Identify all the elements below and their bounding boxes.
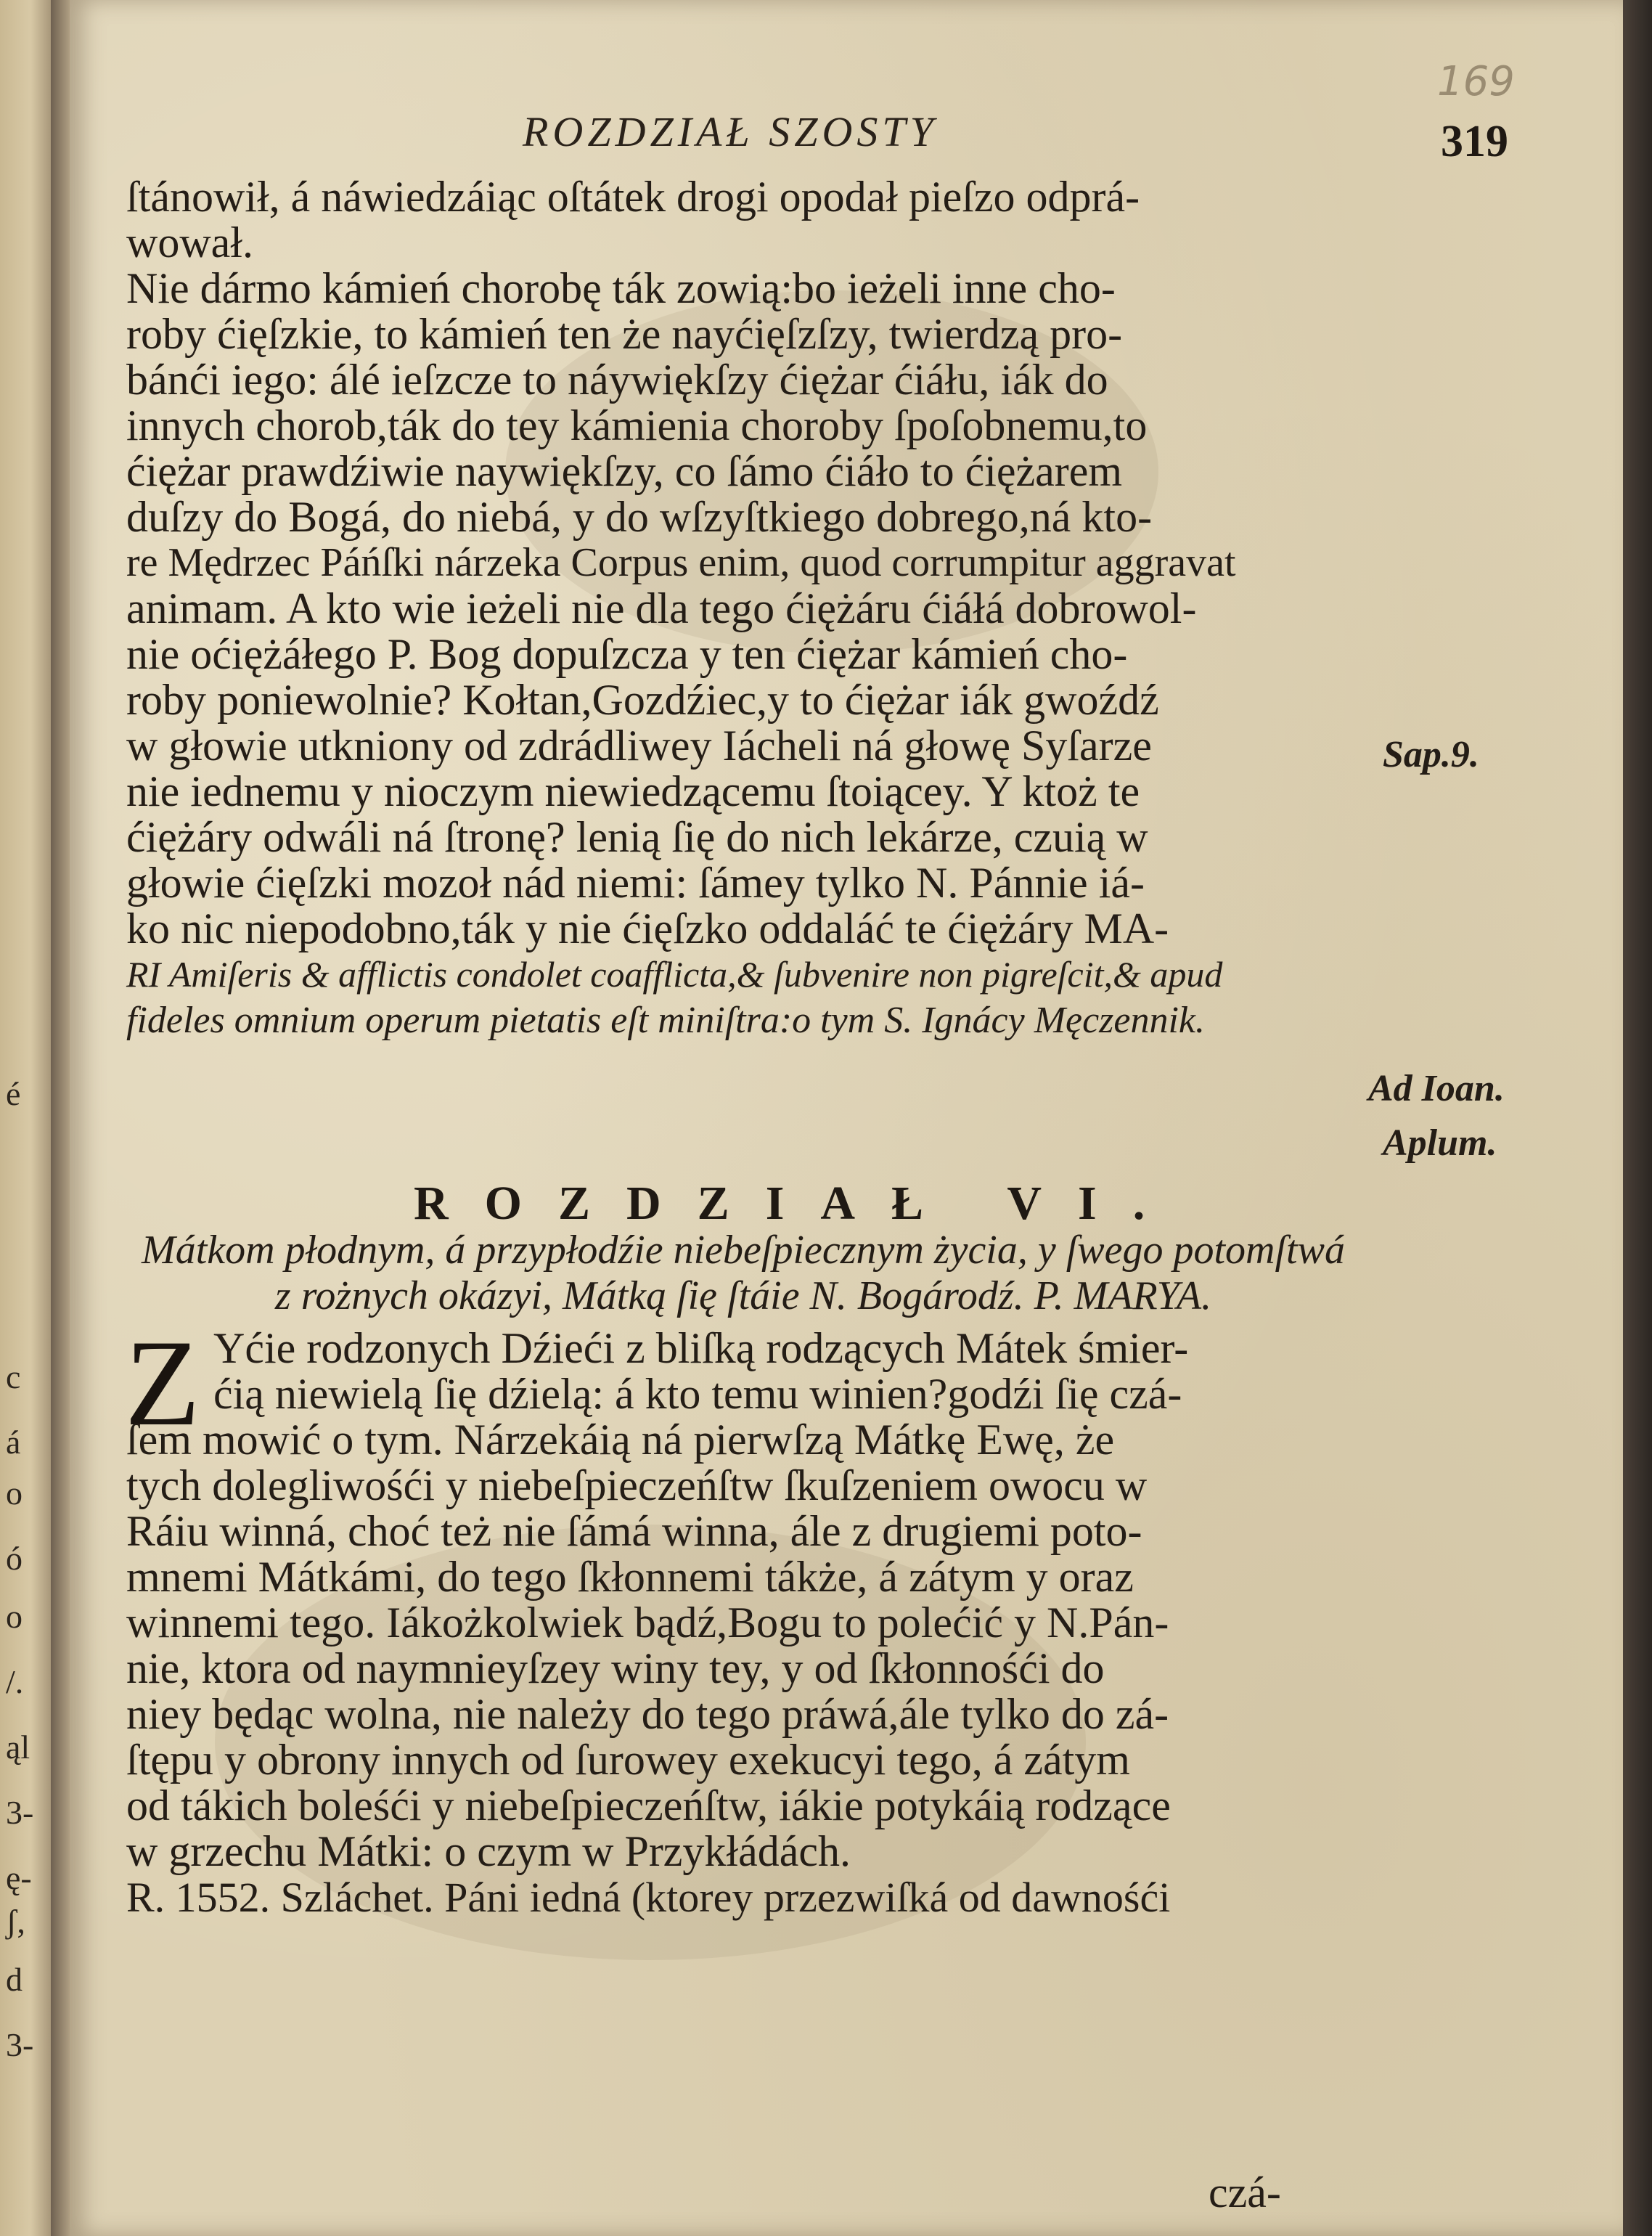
text-line-latin: fideles omnium operum pietatis eſt miniſtra:o tym S. Ignácy Męczennik.	[126, 1000, 1206, 1041]
text-line-latin: RI Amiſeris & afflictis condolet coafflicta,& ſubvenire non pigreſcit,& apud	[126, 954, 1223, 995]
scanner-background	[1623, 0, 1652, 2236]
facing-page-fragment: é	[6, 1075, 21, 1112]
text-line: ſem mowić o tym. Nárzekáią ná pierwſzą Mátkę Ewę, że	[126, 1416, 1115, 1464]
text-line: R. 1552. Szláchet. Páni iedná (ktorey przezwiſká od dawnośći	[126, 1874, 1171, 1921]
facing-page-edge	[0, 0, 51, 2236]
body-text-top	[126, 174, 1360, 1043]
catchword: czá-	[1209, 2168, 1281, 2216]
chapter-heading: ROZDZIAŁ VI.	[414, 1177, 1182, 1230]
text-line: nie, ktora od naymnieyſzey winy tey, y od ſkłonnośći do	[126, 1644, 1105, 1692]
text-line: Nie dármo kámień chorobę ták zowią:bo ieżeli inne cho-	[126, 264, 1116, 312]
facing-page-fragment: d	[6, 1961, 23, 1998]
drop-capital: Z	[125, 1315, 200, 1451]
facing-page-fragment: 3-	[6, 2026, 34, 2063]
facing-page-fragment: ʃ,	[6, 1903, 25, 1940]
body-text-chapter	[125, 1315, 1360, 1921]
margin-note-ad-ioan: Ad Ioan.	[1368, 1068, 1505, 1109]
facing-page-fragment: ąl	[6, 1729, 30, 1766]
text-line: ćiężáry odwáli ná ſtronę? lenią ſię do nich lekárze, czuią w	[126, 813, 1148, 861]
text-line: roby ćięſzkie, to kámień ten że nayćięſzſzy, twierdzą pro-	[126, 310, 1123, 358]
page-number: 319	[1441, 117, 1508, 166]
facing-page-fragment: ę-	[6, 1859, 32, 1896]
text-line: w grzechu Mátki: o czym w Przykłádách.	[126, 1827, 851, 1875]
facing-page-fragment: ó	[6, 1540, 23, 1577]
text-line: Yćie rodzonych Dźieći z bliſką rodzących Mátek śmier-	[213, 1324, 1189, 1372]
text-line: ſtánowił, á náwiedzáiąc oſtátek drogi opodał pieſzo odprá-	[126, 173, 1140, 221]
running-header: ROZDZIAŁ SZOSTY	[523, 108, 938, 155]
text-line: nie iednemu y nioczym niewiedzącemu ſtoiącey. Y ktoż te	[126, 767, 1140, 815]
text-line: tych dolegliwośći y niebeſpieczeńſtw ſkuſzeniem owocu w	[126, 1461, 1148, 1509]
margin-note-sap: Sap.9.	[1383, 734, 1479, 775]
text-line: ſtępu y obrony innych od ſurowey exekucyi tego, á zátym	[126, 1736, 1130, 1784]
text-line: Ráiu winná, choć też nie ſámá winna, ále z drugiemi poto-	[126, 1507, 1142, 1555]
text-line: głowie ćięſzki mozoł nád niemi: ſámey tylko N. Pánnie iá-	[126, 859, 1145, 907]
text-line: re Mędrzec Páńſki nárzeka Corpus enim, quod corrumpitur aggravat	[126, 540, 1236, 585]
text-line: nie oćiężáłego P. Bog dopuſzcza y ten ćiężar kámień cho-	[126, 630, 1128, 678]
text-line: ćią niewielą ſię dźielą: á kto temu winien?godźi ſię czá-	[213, 1370, 1182, 1418]
facing-page-fragment: /.	[6, 1663, 24, 1700]
facing-page-fragment: 3-	[6, 1794, 34, 1831]
text-line: ko nic niepodobno,ták y nie ćięſzko oddaláć te ćiężáry MA-	[126, 905, 1169, 952]
text-line: bánći iego: álé ieſzcze to náywiękſzy ćiężar ćiáłu, iák do	[126, 356, 1108, 404]
text-line: w głowie utkniony od zdrádliwey Iácheli ná głowę Syſarze	[126, 722, 1152, 770]
text-line: roby poniewolnie? Kołtan,Gozdźiec,y to ćiężar iák gwoźdź	[126, 676, 1159, 724]
text-line: winnemi tego. Iákożkolwiek bądź,Bogu to polećić y N.Pán-	[126, 1599, 1169, 1647]
facing-page-fragment: á	[6, 1424, 21, 1461]
chapter-subtitle	[126, 1227, 1360, 1318]
text-line: od tákich boleśći y niebeſpieczeńſtw, iákie potykáią rodzące	[126, 1782, 1171, 1829]
text-line: mnemi Mátkámi, do tego ſkłonnemi tákże, á zátym y oraz	[126, 1553, 1134, 1601]
text-line: animam. A kto wie ieżeli nie dla tego ćiężáru ćiáłá dobrowol-	[126, 584, 1197, 632]
text-line: ćiężar prawdźiwie naywiękſzy, co ſámo ćiáło to ćiężarem	[126, 447, 1123, 495]
text-line: wował.	[126, 219, 253, 266]
subtitle-line: Mátkom płodnym, á przypłodźie niebeſpiecznym życia, y ſwego potomſtwá	[142, 1228, 1345, 1273]
text-line: niey będąc wolna, nie należy do tego práwá,ále tylko do zá-	[126, 1690, 1169, 1738]
facing-page-fragment: c	[6, 1358, 21, 1395]
text-line: duſzy do Bogá, do niebá, y do wſzyſtkiego dobrego,ná kto-	[126, 493, 1153, 541]
facing-page-fragment: o	[6, 1598, 23, 1635]
manuscript-folio-number: 169	[1437, 58, 1515, 105]
facing-page-fragment: o	[6, 1474, 23, 1511]
text-line: innych chorob,ták do tey kámienia choroby ſpoſobnemu,to	[126, 401, 1148, 449]
subtitle-line: z rożnych okázyi, Mátką ſię ſtáie N. Bogárodź. P. MARYA.	[274, 1273, 1212, 1318]
margin-note-aplum: Aplum.	[1383, 1122, 1497, 1164]
